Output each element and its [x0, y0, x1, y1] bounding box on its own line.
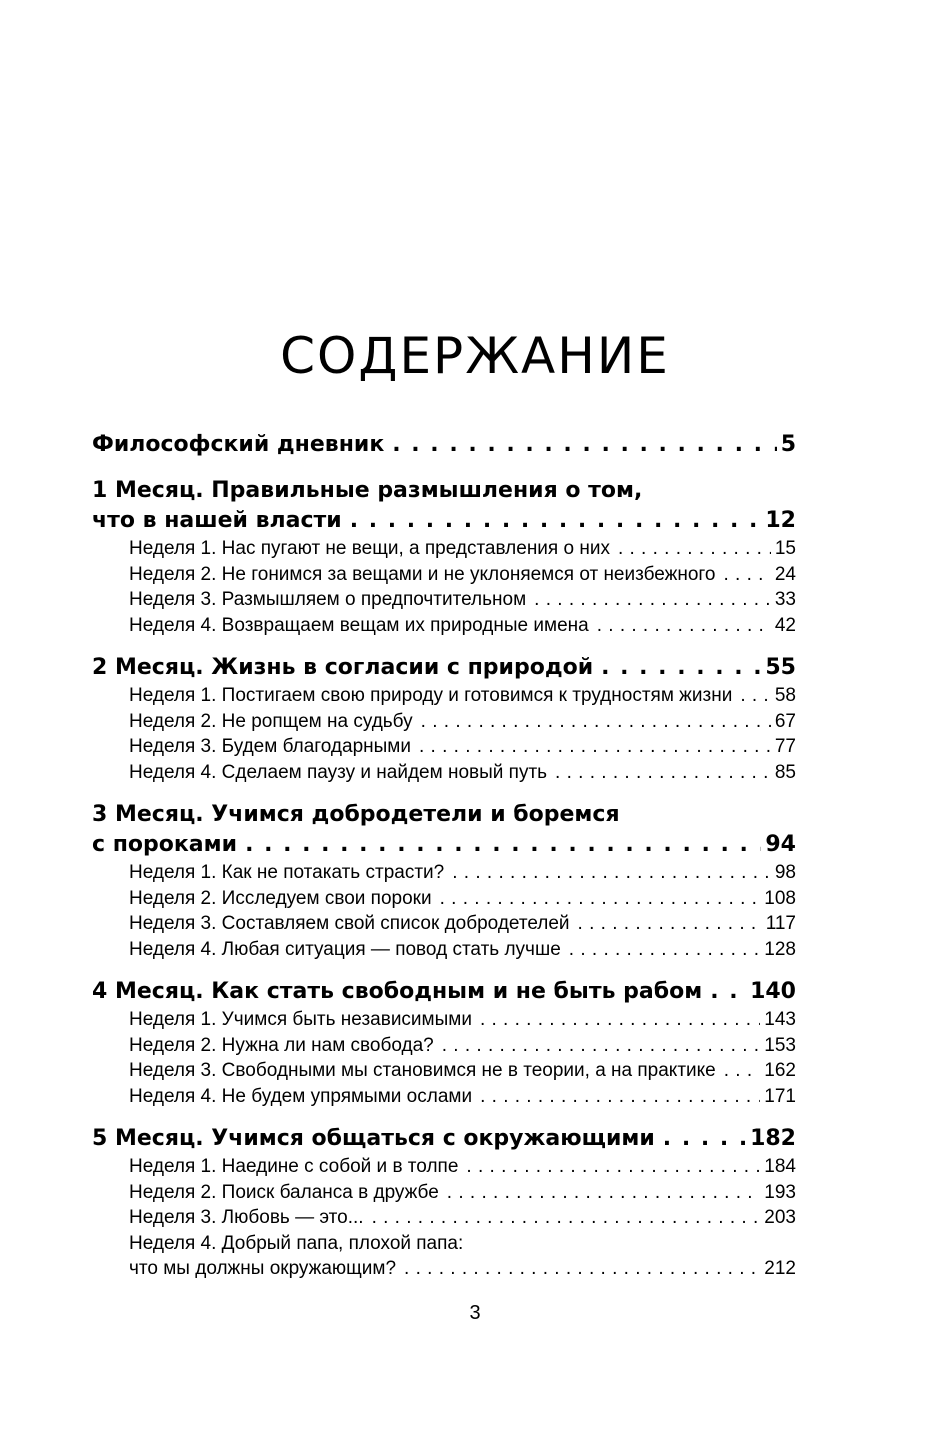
week-title: Неделя 1. Нас пугают не вещи, а представления о них	[129, 538, 610, 559]
week-entry	[92, 683, 796, 709]
week-entry	[92, 734, 796, 760]
week-entry	[92, 1205, 796, 1231]
week-page: 67	[774, 710, 796, 732]
month-section	[92, 977, 796, 1109]
dot-leader	[442, 1033, 761, 1059]
month-page: 94	[765, 832, 796, 857]
dot-leader	[555, 760, 771, 786]
dot-leader	[372, 1205, 761, 1231]
month-title: что в нашей власти	[92, 508, 342, 533]
week-entry	[92, 1033, 796, 1059]
dot-leader	[578, 911, 762, 937]
week-page: 184	[764, 1156, 796, 1177]
week-title: Неделя 4. Любая ситуация — повод стать лучше	[129, 938, 561, 960]
week-entry	[92, 562, 796, 588]
week-title: Неделя 2. Исследуем свои пороки	[129, 887, 432, 909]
dot-leader	[663, 1124, 746, 1154]
week-title: Неделя 1. Учимся быть независимыми	[129, 1009, 472, 1030]
week-title: Неделя 1. Постигаем свою природу и готовимся к трудностям жизни	[129, 685, 733, 706]
month-entry	[92, 830, 796, 860]
dot-leader	[447, 1180, 761, 1206]
month-page: 140	[750, 979, 796, 1004]
week-entry	[92, 1154, 796, 1180]
month-section	[92, 800, 796, 962]
week-title: Неделя 2. Не ропщем на судьбу	[129, 710, 413, 732]
week-page: 212	[764, 1258, 796, 1279]
week-page: 77	[774, 736, 796, 757]
week-page: 203	[764, 1207, 796, 1228]
week-title: Неделя 4. Сделаем паузу и найдем новый путь	[129, 761, 548, 783]
week-title: Неделя 2. Не гонимся за вещами и не уклоняемся от неизбежного	[129, 563, 716, 585]
page-number: 3	[469, 1302, 481, 1324]
dot-leader	[569, 937, 761, 963]
dot-leader	[534, 587, 771, 613]
week-page: 128	[764, 938, 796, 960]
dot-leader	[466, 1154, 760, 1180]
week-page: 143	[764, 1009, 796, 1030]
week-page: 58	[774, 685, 796, 706]
week-title: Неделя 1. Наедине с собой и в толпе	[129, 1156, 459, 1177]
week-page: 171	[764, 1085, 796, 1107]
month-title: 4 Месяц. Как стать свободным и не быть рабом	[92, 979, 703, 1004]
week-entry	[92, 536, 796, 562]
week-title: Неделя 3. Любовь — это...	[129, 1207, 364, 1228]
week-title-line: Неделя 4. Добрый папа, плохой папа:	[129, 1232, 464, 1254]
dot-leader	[710, 977, 746, 1007]
month-entry	[92, 977, 796, 1007]
week-entry	[92, 860, 796, 886]
week-title: Неделя 1. Как не потакать страсти?	[129, 862, 445, 883]
week-title: Неделя 4. Не будем упрямыми ослами	[129, 1085, 473, 1107]
week-page: 33	[774, 589, 796, 610]
months-list	[92, 460, 796, 1282]
dot-leader	[724, 1058, 761, 1084]
month-page: 182	[750, 1126, 796, 1151]
week-entry	[92, 1180, 796, 1206]
week-entry	[92, 587, 796, 613]
week-page: 98	[774, 862, 796, 883]
week-page: 85	[774, 761, 796, 783]
dot-leader	[740, 683, 771, 709]
page-title: СОДЕРЖАНИЕ	[280, 327, 670, 385]
dot-leader	[480, 1007, 760, 1033]
month-title: 5 Месяц. Учимся общаться с окружающими	[92, 1126, 655, 1151]
month-title-line: 3 Месяц. Учимся добродетели и боремся	[92, 802, 620, 827]
dot-leader	[350, 506, 762, 536]
toc-entry-title: Философский дневник	[92, 432, 385, 457]
dot-leader	[618, 536, 771, 562]
month-entry	[92, 1124, 796, 1154]
week-entry	[92, 1058, 796, 1084]
dot-leader	[601, 653, 761, 683]
toc-entry-page: 5	[780, 432, 796, 457]
week-page: 117	[765, 913, 796, 934]
month-section	[92, 476, 796, 638]
toc-entry-intro	[92, 430, 796, 460]
month-page: 55	[765, 655, 796, 680]
week-entry	[92, 709, 796, 735]
week-page: 108	[764, 887, 796, 909]
week-title: Неделя 3. Свободными мы становимся не в теории, а на практике	[129, 1060, 716, 1081]
table-of-contents	[92, 430, 796, 1282]
month-entry	[92, 506, 796, 536]
dot-leader	[404, 1256, 760, 1282]
week-page: 15	[774, 538, 796, 559]
week-title: Неделя 3. Размышляем о предпочтительном	[129, 589, 527, 610]
week-entry	[92, 760, 796, 786]
dot-leader	[419, 734, 771, 760]
dot-leader	[480, 1084, 760, 1110]
month-entry	[92, 653, 796, 683]
month-title-line: 1 Месяц. Правильные размышления о том,	[92, 478, 643, 503]
dot-leader	[440, 886, 761, 912]
week-entry	[92, 886, 796, 912]
week-title: что мы должны окружающим?	[129, 1258, 397, 1279]
week-title: Неделя 3. Составляем свой список добродетелей	[129, 913, 570, 934]
week-title: Неделя 2. Нужна ли нам свобода?	[129, 1034, 434, 1056]
month-title: 2 Месяц. Жизнь в согласии с природой	[92, 655, 594, 680]
dot-leader	[245, 830, 761, 860]
week-entry	[92, 1256, 796, 1282]
dot-leader	[392, 430, 776, 460]
dot-leader	[421, 709, 771, 735]
week-page: 153	[764, 1034, 796, 1056]
week-title: Неделя 4. Возвращаем вещам их природные имена	[129, 614, 589, 636]
week-page: 24	[774, 563, 796, 585]
week-page: 193	[764, 1181, 796, 1203]
week-entry	[92, 1007, 796, 1033]
dot-leader	[724, 562, 771, 588]
week-title: Неделя 3. Будем благодарными	[129, 736, 411, 757]
dot-leader	[452, 860, 771, 886]
month-title: с пороками	[92, 832, 238, 857]
month-section	[92, 653, 796, 785]
week-page: 42	[774, 614, 796, 636]
month-page: 12	[765, 508, 796, 533]
week-page: 162	[764, 1060, 796, 1081]
week-title: Неделя 2. Поиск баланса в дружбе	[129, 1181, 439, 1203]
week-entry	[92, 937, 796, 963]
week-entry	[92, 1084, 796, 1110]
month-section	[92, 1124, 796, 1282]
dot-leader	[597, 613, 771, 639]
week-entry	[92, 911, 796, 937]
week-entry	[92, 613, 796, 639]
